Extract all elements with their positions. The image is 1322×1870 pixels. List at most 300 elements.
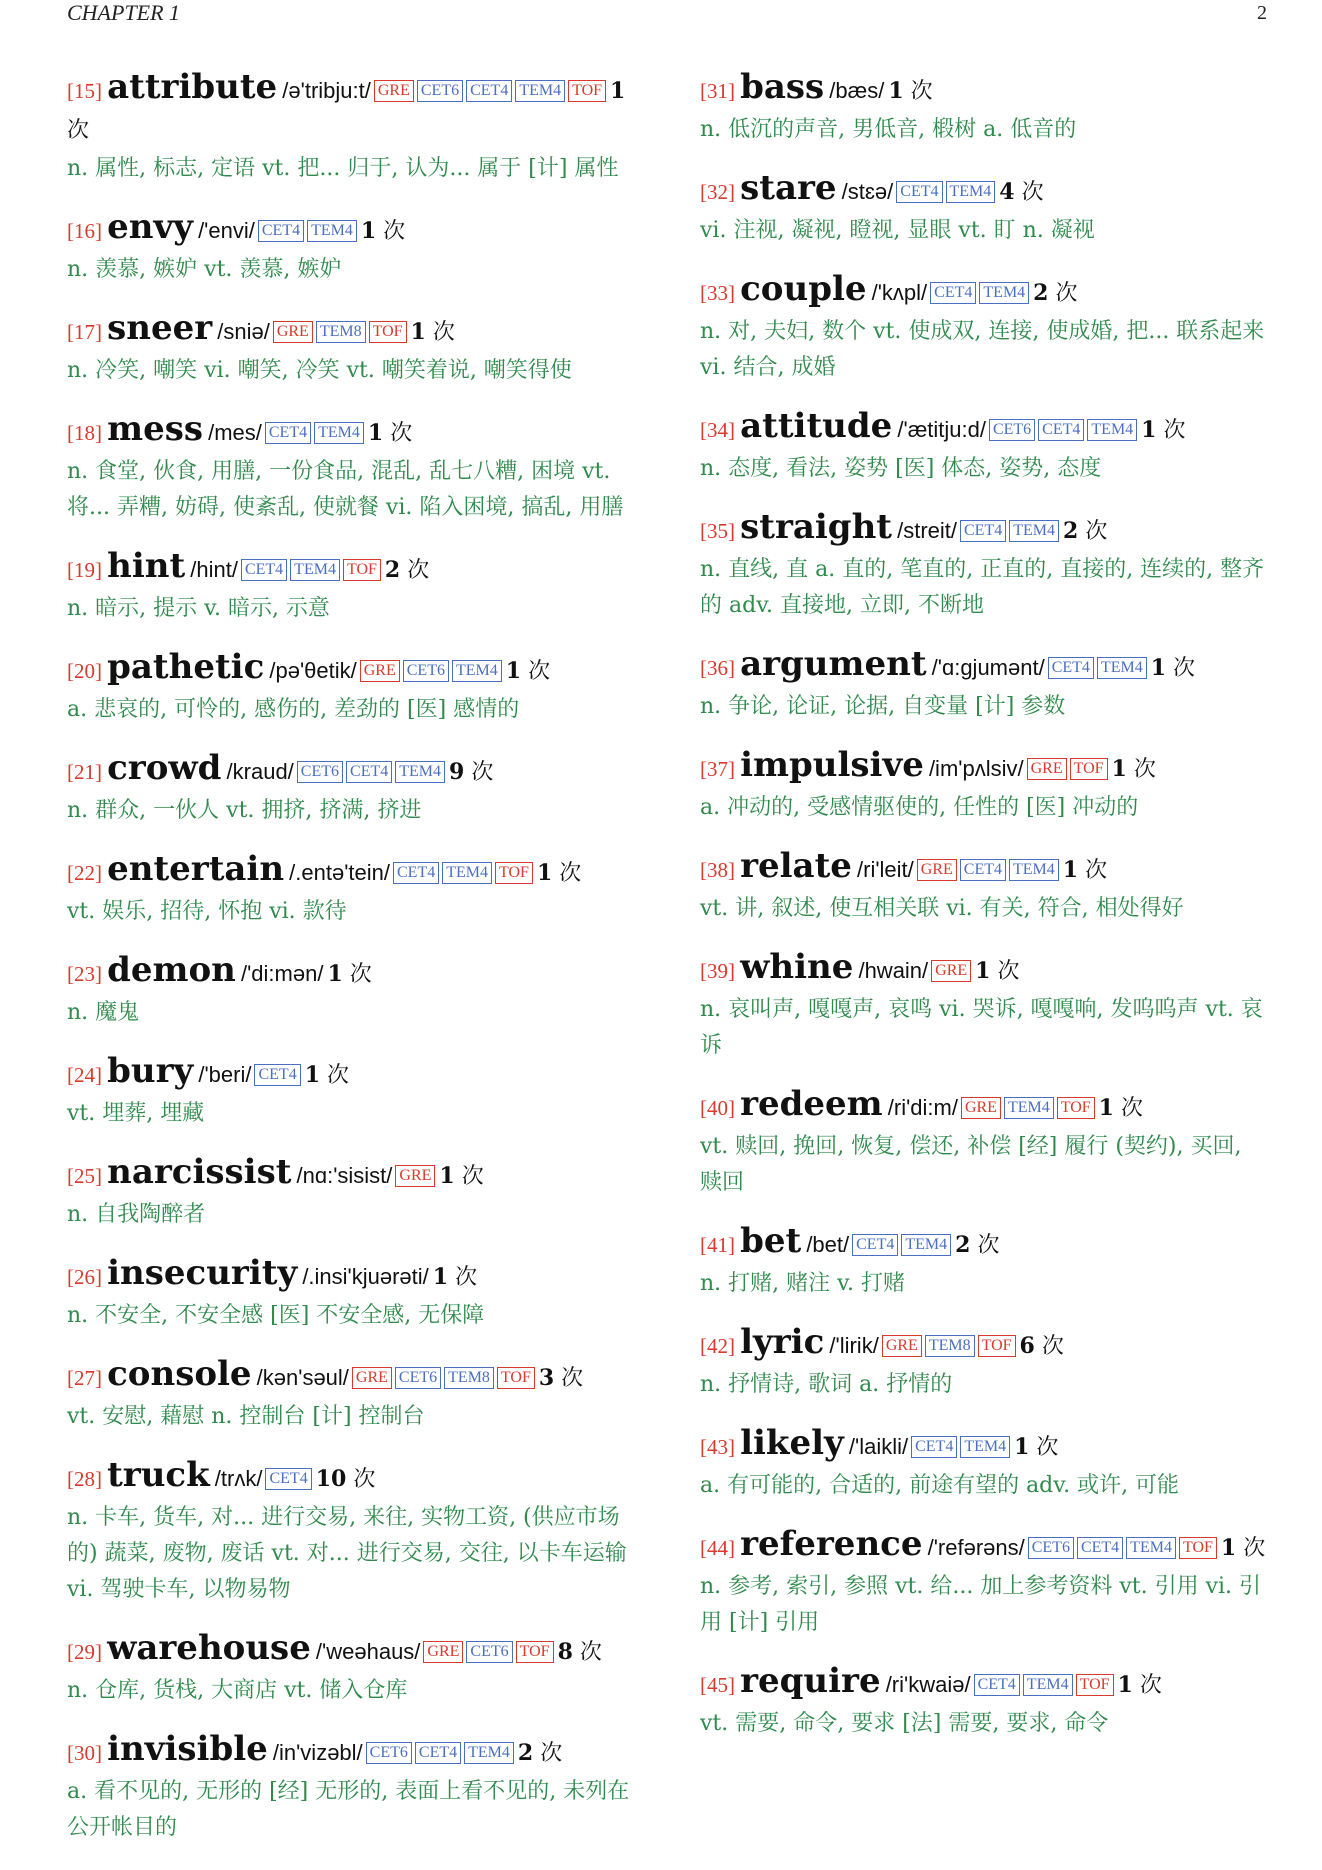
entry-index: [19] bbox=[67, 558, 102, 582]
frequency-number: 1 bbox=[432, 1264, 449, 1290]
pronunciation: /bet/ bbox=[806, 1232, 850, 1257]
frequency-unit: 次 bbox=[432, 320, 455, 345]
definition: vt. 娱乐, 招待, 怀抱 vi. 款待 bbox=[67, 899, 347, 924]
frequency-unit: 次 bbox=[1173, 656, 1196, 681]
vocab-entry bbox=[67, 951, 637, 1031]
exam-tag-badge: TEM4 bbox=[979, 282, 1029, 304]
entry-index: [23] bbox=[67, 962, 102, 986]
definition: vt. 赎回, 挽回, 恢复, 偿还, 补偿 [经] 履行 (契约), 买回, 赎回 bbox=[700, 1134, 1242, 1195]
frequency-number: 1 bbox=[1014, 1434, 1030, 1460]
exam-tag-badge: CET4 bbox=[930, 282, 976, 304]
frequency-number: 1 bbox=[1117, 1672, 1133, 1698]
definition: n. 低沉的声音, 男低音, 椴树 a. 低音的 bbox=[700, 117, 1077, 142]
entry-index: [20] bbox=[67, 659, 102, 683]
exam-tag-badge: CET6 bbox=[417, 80, 463, 102]
entry-index: [42] bbox=[700, 1334, 735, 1358]
frequency-number: 1 bbox=[360, 218, 377, 244]
exam-tag-badge: CET4 bbox=[265, 1468, 311, 1490]
exam-tag-badge: CET6 bbox=[403, 660, 449, 682]
vocab-entry bbox=[700, 1222, 1270, 1302]
headword: redeem bbox=[740, 1084, 883, 1124]
frequency-count bbox=[327, 962, 371, 987]
frequency-unit: 次 bbox=[353, 1467, 376, 1492]
pronunciation: /'di:mən/ bbox=[240, 961, 324, 986]
headword: truck bbox=[107, 1455, 210, 1495]
exam-tag-badge: TEM4 bbox=[1023, 1674, 1073, 1696]
frequency-count bbox=[975, 959, 1019, 984]
entry-index: [32] bbox=[700, 180, 735, 204]
exam-tag-badge: TOF bbox=[497, 1367, 535, 1389]
entry-index: [36] bbox=[700, 656, 735, 680]
exam-tag-badge: TEM4 bbox=[960, 1436, 1010, 1458]
entry-index: [33] bbox=[700, 281, 735, 305]
headword: invisible bbox=[107, 1729, 268, 1769]
definition: n. 哀叫声, 嘎嘎声, 哀鸣 vi. 哭诉, 嘎嘎响, 发呜呜声 vt. 哀诉 bbox=[700, 997, 1263, 1058]
exam-tag-badge: TEM4 bbox=[314, 422, 364, 444]
exam-tag-badge: TOF bbox=[1179, 1537, 1217, 1559]
frequency-number: 1 bbox=[975, 958, 991, 984]
vocab-entry bbox=[67, 648, 637, 728]
frequency-number: 1 bbox=[304, 1062, 320, 1088]
frequency-count bbox=[1118, 1673, 1162, 1698]
exam-tag-badge: TEM4 bbox=[1087, 419, 1137, 441]
exam-tag-badge: CET6 bbox=[989, 419, 1035, 441]
entry-index: [45] bbox=[700, 1673, 735, 1697]
pronunciation: /ri'kwaiə/ bbox=[885, 1672, 971, 1697]
headword: console bbox=[107, 1354, 252, 1394]
frequency-count bbox=[558, 1640, 602, 1665]
exam-tag-badge: TEM8 bbox=[925, 1335, 975, 1357]
entry-headline bbox=[700, 1525, 1270, 1569]
exam-tag-badge: TEM4 bbox=[901, 1234, 951, 1256]
vocab-entry bbox=[700, 1085, 1270, 1201]
entry-headline bbox=[67, 1254, 637, 1298]
headword: mess bbox=[107, 409, 203, 449]
exam-tag-badge: CET6 bbox=[1028, 1537, 1074, 1559]
exam-tag-badge: CET4 bbox=[466, 80, 512, 102]
pronunciation: /hint/ bbox=[190, 557, 238, 582]
frequency-count bbox=[888, 79, 932, 104]
frequency-number: 2 bbox=[1033, 280, 1049, 306]
definition: n. 暗示, 提示 v. 暗示, 示意 bbox=[67, 596, 330, 621]
frequency-count bbox=[1141, 418, 1185, 443]
pronunciation: /kraud/ bbox=[226, 759, 294, 784]
frequency-unit: 次 bbox=[1021, 180, 1044, 205]
left-column bbox=[67, 68, 637, 1867]
pronunciation: /'lirik/ bbox=[829, 1333, 879, 1358]
vocab-entry bbox=[67, 1629, 637, 1709]
exam-tag-badge: GRE bbox=[882, 1335, 922, 1357]
headword: require bbox=[740, 1661, 881, 1701]
frequency-count bbox=[439, 1164, 483, 1189]
frequency-number: 1 bbox=[439, 1163, 455, 1189]
pronunciation: /hwain/ bbox=[858, 958, 929, 983]
entry-index: [37] bbox=[700, 757, 735, 781]
frequency-unit: 次 bbox=[910, 79, 933, 104]
exam-tag-badge: GRE bbox=[961, 1097, 1001, 1119]
frequency-number: 6 bbox=[1019, 1333, 1035, 1359]
frequency-count bbox=[1151, 656, 1195, 681]
frequency-count bbox=[1020, 1334, 1064, 1359]
exam-tag-badge: TEM8 bbox=[444, 1367, 494, 1389]
exam-tag-badge: CET4 bbox=[258, 220, 304, 242]
vocab-entry bbox=[67, 1254, 637, 1334]
exam-tag-badge: CET4 bbox=[960, 520, 1006, 542]
exam-tag-badge: TOF bbox=[343, 559, 381, 581]
exam-tag-badge: TEM4 bbox=[395, 761, 445, 783]
pronunciation: /kən'səul/ bbox=[256, 1365, 349, 1390]
exam-tag-badge: GRE bbox=[395, 1165, 435, 1187]
entry-index: [21] bbox=[67, 760, 102, 784]
frequency-unit: 次 bbox=[1085, 858, 1108, 883]
frequency-unit: 次 bbox=[390, 421, 413, 446]
definition: n. 争论, 论证, 论据, 自变量 [计] 参数 bbox=[700, 694, 1066, 719]
entry-headline bbox=[67, 1456, 637, 1500]
frequency-number: 3 bbox=[538, 1365, 555, 1391]
frequency-number: 1 bbox=[1141, 417, 1157, 443]
entry-headline bbox=[700, 407, 1270, 451]
definition: vt. 安慰, 藉慰 n. 控制台 [计] 控制台 bbox=[67, 1404, 425, 1429]
entry-headline bbox=[700, 508, 1270, 552]
pronunciation: /.entə'tein/ bbox=[289, 860, 390, 885]
frequency-count bbox=[449, 760, 493, 785]
page-header bbox=[67, 0, 1267, 30]
vocab-entry bbox=[67, 749, 637, 829]
entry-headline bbox=[700, 1085, 1270, 1129]
exam-tag-badge: CET4 bbox=[1077, 1537, 1123, 1559]
vocab-entry bbox=[67, 1355, 637, 1435]
definition: n. 不安全, 不安全感 [医] 不安全感, 无保障 bbox=[67, 1303, 485, 1328]
vocab-entry bbox=[67, 1153, 637, 1233]
entry-headline bbox=[67, 547, 637, 591]
headword: argument bbox=[740, 644, 927, 684]
pronunciation: /'kʌpl/ bbox=[871, 280, 928, 305]
headword: relate bbox=[740, 846, 852, 886]
frequency-number: 2 bbox=[384, 557, 401, 583]
frequency-unit: 次 bbox=[455, 1265, 478, 1290]
headword: sneer bbox=[107, 308, 213, 348]
pronunciation: /ri'di:m/ bbox=[887, 1095, 958, 1120]
frequency-unit: 次 bbox=[579, 1640, 602, 1665]
exam-tag-badge: TOF bbox=[1057, 1097, 1095, 1119]
exam-tag-badge: CET4 bbox=[1038, 419, 1084, 441]
exam-tag-badge: TEM4 bbox=[452, 660, 502, 682]
entry-index: [26] bbox=[67, 1265, 102, 1289]
entry-index: [17] bbox=[67, 320, 102, 344]
exam-tag-badge: TEM4 bbox=[515, 80, 565, 102]
entry-index: [15] bbox=[67, 79, 102, 103]
entry-headline bbox=[67, 951, 637, 995]
frequency-unit: 次 bbox=[997, 959, 1020, 984]
entry-index: [40] bbox=[700, 1096, 735, 1120]
frequency-number: 2 bbox=[517, 1740, 534, 1766]
exam-tag-badge: GRE bbox=[352, 1367, 392, 1389]
frequency-number: 1 bbox=[367, 420, 384, 446]
frequency-unit: 次 bbox=[327, 1063, 350, 1088]
entry-index: [43] bbox=[700, 1435, 735, 1459]
vocab-entry bbox=[700, 948, 1270, 1064]
frequency-number: 2 bbox=[955, 1232, 971, 1258]
pronunciation: /'laikli/ bbox=[848, 1434, 909, 1459]
pronunciation: /.insi'kjuərəti/ bbox=[302, 1264, 429, 1289]
entry-headline bbox=[67, 648, 637, 692]
headword: impulsive bbox=[740, 745, 924, 785]
definition: vt. 埋葬, 埋藏 bbox=[67, 1101, 205, 1126]
definition: a. 看不见的, 无形的 [经] 无形的, 表面上看不见的, 未列在公开帐目的 bbox=[67, 1779, 630, 1840]
exam-tag-badge: CET4 bbox=[393, 862, 439, 884]
entry-headline bbox=[700, 1424, 1270, 1468]
entry-index: [44] bbox=[700, 1536, 735, 1560]
definition: n. 魔鬼 bbox=[67, 1000, 140, 1025]
definition: a. 有可能的, 合适的, 前途有望的 adv. 或许, 可能 bbox=[700, 1473, 1180, 1498]
vocab-entry bbox=[700, 508, 1270, 624]
headword: insecurity bbox=[107, 1253, 298, 1293]
vocab-entry bbox=[700, 847, 1270, 927]
definition: n. 属性, 标志, 定语 vt. 把... 归于, 认为... 属于 [计] 属性 bbox=[67, 156, 619, 181]
frequency-number: 1 bbox=[410, 319, 426, 345]
entry-headline bbox=[67, 1730, 637, 1774]
frequency-unit: 次 bbox=[1133, 757, 1156, 782]
pronunciation: /ə'tribju:t/ bbox=[282, 78, 371, 103]
headword: warehouse bbox=[107, 1628, 311, 1668]
frequency-unit: 次 bbox=[1055, 281, 1078, 306]
entry-headline bbox=[700, 645, 1270, 689]
vocab-entry bbox=[700, 68, 1270, 148]
vocab-entry bbox=[700, 270, 1270, 386]
exam-tag-badge: TOF bbox=[978, 1335, 1016, 1357]
pronunciation: /'weəhaus/ bbox=[315, 1639, 421, 1664]
exam-tag-badge: CET6 bbox=[466, 1641, 512, 1663]
entry-index: [16] bbox=[67, 219, 102, 243]
frequency-count bbox=[537, 861, 581, 886]
entry-headline bbox=[67, 1052, 637, 1096]
frequency-number: 1 bbox=[1062, 857, 1079, 883]
entry-headline bbox=[700, 68, 1270, 112]
exam-tag-badge: CET4 bbox=[346, 761, 392, 783]
vocab-entry bbox=[67, 410, 637, 526]
headword: straight bbox=[740, 507, 892, 547]
pronunciation: /'ɑ:gjumənt/ bbox=[931, 655, 1045, 680]
entry-index: [28] bbox=[67, 1467, 102, 1491]
entry-headline bbox=[700, 1662, 1270, 1706]
headword: attribute bbox=[107, 67, 278, 107]
pronunciation: /stɛə/ bbox=[841, 179, 894, 204]
vocab-entry bbox=[67, 850, 637, 930]
frequency-count bbox=[433, 1265, 477, 1290]
headword: attitude bbox=[740, 406, 893, 446]
exam-tag-badge: TEM4 bbox=[464, 1742, 514, 1764]
headword: couple bbox=[740, 269, 867, 309]
headword: entertain bbox=[107, 849, 285, 889]
vocab-entry bbox=[700, 1424, 1270, 1504]
exam-tag-badge: CET4 bbox=[852, 1234, 898, 1256]
entry-headline bbox=[700, 1222, 1270, 1266]
frequency-number: 10 bbox=[315, 1466, 347, 1492]
frequency-count bbox=[506, 659, 550, 684]
entry-headline bbox=[700, 948, 1270, 992]
headword: narcissist bbox=[107, 1152, 292, 1192]
exam-tag-badge: TOF bbox=[1070, 758, 1108, 780]
frequency-unit: 次 bbox=[1041, 1334, 1064, 1359]
frequency-count bbox=[955, 1233, 999, 1258]
frequency-count bbox=[1063, 858, 1107, 883]
exam-tag-badge: TOF bbox=[369, 321, 407, 343]
vocab-entry bbox=[700, 1662, 1270, 1742]
pronunciation: /im'pʌlsiv/ bbox=[928, 756, 1024, 781]
frequency-number: 1 bbox=[888, 78, 904, 104]
frequency-unit: 次 bbox=[540, 1741, 563, 1766]
entry-index: [30] bbox=[67, 1741, 102, 1765]
vocab-entry bbox=[67, 68, 637, 187]
entry-index: [29] bbox=[67, 1640, 102, 1664]
definition: n. 仓库, 货栈, 大商店 vt. 储入仓库 bbox=[67, 1678, 408, 1703]
frequency-unit: 次 bbox=[461, 1164, 484, 1189]
frequency-number: 1 bbox=[505, 658, 522, 684]
exam-tag-badge: TEM4 bbox=[290, 559, 340, 581]
chapter-title: CHAPTER 1 bbox=[67, 0, 181, 25]
vocab-entry bbox=[67, 1456, 637, 1608]
headword: bass bbox=[740, 67, 825, 107]
frequency-unit: 次 bbox=[471, 760, 494, 785]
frequency-number: 9 bbox=[449, 759, 465, 785]
exam-tag-badge: CET4 bbox=[960, 859, 1006, 881]
entry-headline bbox=[700, 1323, 1270, 1367]
definition: n. 对, 夫妇, 数个 vt. 使成双, 连接, 使成婚, 把... 联系起来 vi. 结合, 成婚 bbox=[700, 319, 1265, 380]
exam-tag-badge: CET4 bbox=[265, 422, 311, 444]
entry-headline bbox=[67, 68, 637, 151]
headword: demon bbox=[107, 950, 236, 990]
headword: hint bbox=[107, 546, 186, 586]
vocab-entry bbox=[700, 746, 1270, 826]
frequency-unit: 次 bbox=[383, 219, 406, 244]
frequency-unit: 次 bbox=[1085, 519, 1108, 544]
frequency-unit: 次 bbox=[67, 118, 90, 143]
exam-tag-badge: GRE bbox=[931, 960, 971, 982]
frequency-unit: 次 bbox=[561, 1366, 584, 1391]
frequency-number: 2 bbox=[1063, 518, 1079, 544]
frequency-number: 1 bbox=[536, 860, 553, 886]
vocab-entry bbox=[700, 645, 1270, 725]
exam-tag-badge: CET4 bbox=[241, 559, 287, 581]
exam-tag-badge: TEM4 bbox=[1126, 1537, 1176, 1559]
vocab-entry bbox=[67, 1730, 637, 1846]
headword: whine bbox=[740, 947, 854, 987]
frequency-number: 1 bbox=[610, 78, 626, 104]
headword: bury bbox=[107, 1051, 194, 1091]
exam-tag-badge: TEM4 bbox=[1009, 859, 1059, 881]
frequency-unit: 次 bbox=[1243, 1536, 1266, 1561]
entry-index: [24] bbox=[67, 1063, 102, 1087]
frequency-count bbox=[385, 558, 429, 583]
frequency-count bbox=[1063, 519, 1107, 544]
entry-headline bbox=[67, 850, 637, 894]
frequency-unit: 次 bbox=[349, 962, 372, 987]
vocab-entry bbox=[67, 309, 637, 389]
frequency-number: 1 bbox=[1150, 655, 1167, 681]
frequency-count bbox=[539, 1366, 583, 1391]
definition: a. 冲动的, 受感情驱使的, 任性的 [医] 冲动的 bbox=[700, 795, 1139, 820]
pronunciation: /'beri/ bbox=[198, 1062, 252, 1087]
frequency-unit: 次 bbox=[1120, 1096, 1143, 1121]
pronunciation: /pə'θetik/ bbox=[269, 658, 357, 683]
headword: bet bbox=[740, 1221, 802, 1261]
frequency-count bbox=[1033, 281, 1077, 306]
definition: n. 直线, 直 a. 直的, 笔直的, 正直的, 直接的, 连续的, 整齐的 adv. 直接地, 立即, 不断地 bbox=[700, 557, 1265, 618]
exam-tag-badge: GRE bbox=[360, 660, 400, 682]
definition: vi. 注视, 凝视, 瞪视, 显眼 vt. 盯 n. 凝视 bbox=[700, 218, 1095, 243]
exam-tag-badge: TOF bbox=[1076, 1674, 1114, 1696]
entry-headline bbox=[67, 1355, 637, 1399]
definition: vt. 需要, 命令, 要求 [法] 需要, 要求, 命令 bbox=[700, 1711, 1109, 1736]
entry-headline bbox=[700, 169, 1270, 213]
vocab-entry bbox=[700, 169, 1270, 249]
definition: a. 悲哀的, 可怜的, 感伤的, 差劲的 [医] 感情的 bbox=[67, 697, 520, 722]
frequency-number: 1 bbox=[327, 961, 343, 987]
pronunciation: /trʌk/ bbox=[214, 1466, 263, 1491]
frequency-number: 8 bbox=[557, 1639, 573, 1665]
exam-tag-badge: TEM4 bbox=[307, 220, 357, 242]
right-column bbox=[700, 68, 1270, 1763]
definition: n. 羡慕, 嫉妒 vt. 羡慕, 嫉妒 bbox=[67, 257, 342, 282]
vocab-entry bbox=[67, 208, 637, 288]
frequency-count bbox=[316, 1467, 376, 1492]
frequency-count bbox=[305, 1063, 349, 1088]
pronunciation: /streit/ bbox=[897, 518, 957, 543]
headword: crowd bbox=[107, 748, 222, 788]
entry-index: [22] bbox=[67, 861, 102, 885]
entry-index: [35] bbox=[700, 519, 735, 543]
entry-index: [34] bbox=[700, 418, 735, 442]
exam-tag-badge: GRE bbox=[917, 859, 957, 881]
vocab-entry bbox=[67, 547, 637, 627]
exam-tag-badge: CET4 bbox=[896, 181, 942, 203]
frequency-number: 4 bbox=[999, 179, 1015, 205]
frequency-unit: 次 bbox=[1036, 1435, 1059, 1460]
frequency-count bbox=[1112, 757, 1156, 782]
exam-tag-badge: GRE bbox=[423, 1641, 463, 1663]
entry-headline bbox=[67, 1153, 637, 1197]
page-number: 2 bbox=[1257, 2, 1267, 24]
frequency-unit: 次 bbox=[407, 558, 430, 583]
exam-tag-badge: GRE bbox=[374, 80, 414, 102]
headword: envy bbox=[107, 207, 193, 247]
entry-headline bbox=[700, 270, 1270, 314]
frequency-count bbox=[518, 1741, 562, 1766]
definition: n. 打赌, 赌注 v. 打赌 bbox=[700, 1271, 905, 1296]
entry-index: [31] bbox=[700, 79, 735, 103]
entry-index: [38] bbox=[700, 858, 735, 882]
exam-tag-badge: CET6 bbox=[297, 761, 343, 783]
headword: likely bbox=[740, 1423, 844, 1463]
entry-headline bbox=[67, 309, 637, 353]
vocab-entry bbox=[700, 1323, 1270, 1403]
pronunciation: /sniə/ bbox=[217, 319, 270, 344]
exam-tag-badge: TOF bbox=[495, 862, 533, 884]
frequency-count bbox=[1014, 1435, 1058, 1460]
entry-headline bbox=[67, 208, 637, 252]
frequency-count bbox=[368, 421, 412, 446]
frequency-number: 1 bbox=[1111, 756, 1127, 782]
exam-tag-badge: GRE bbox=[273, 321, 313, 343]
entry-index: [39] bbox=[700, 959, 735, 983]
entry-headline bbox=[67, 749, 637, 793]
definition: n. 参考, 索引, 参照 vt. 给... 加上参考资料 vt. 引用 vi. 引用 [计] 引用 bbox=[700, 1574, 1262, 1635]
frequency-unit: 次 bbox=[528, 659, 551, 684]
exam-tag-badge: TEM4 bbox=[1097, 657, 1147, 679]
entry-index: [18] bbox=[67, 421, 102, 445]
pronunciation: /'refərəns/ bbox=[927, 1535, 1025, 1560]
frequency-count bbox=[999, 180, 1043, 205]
